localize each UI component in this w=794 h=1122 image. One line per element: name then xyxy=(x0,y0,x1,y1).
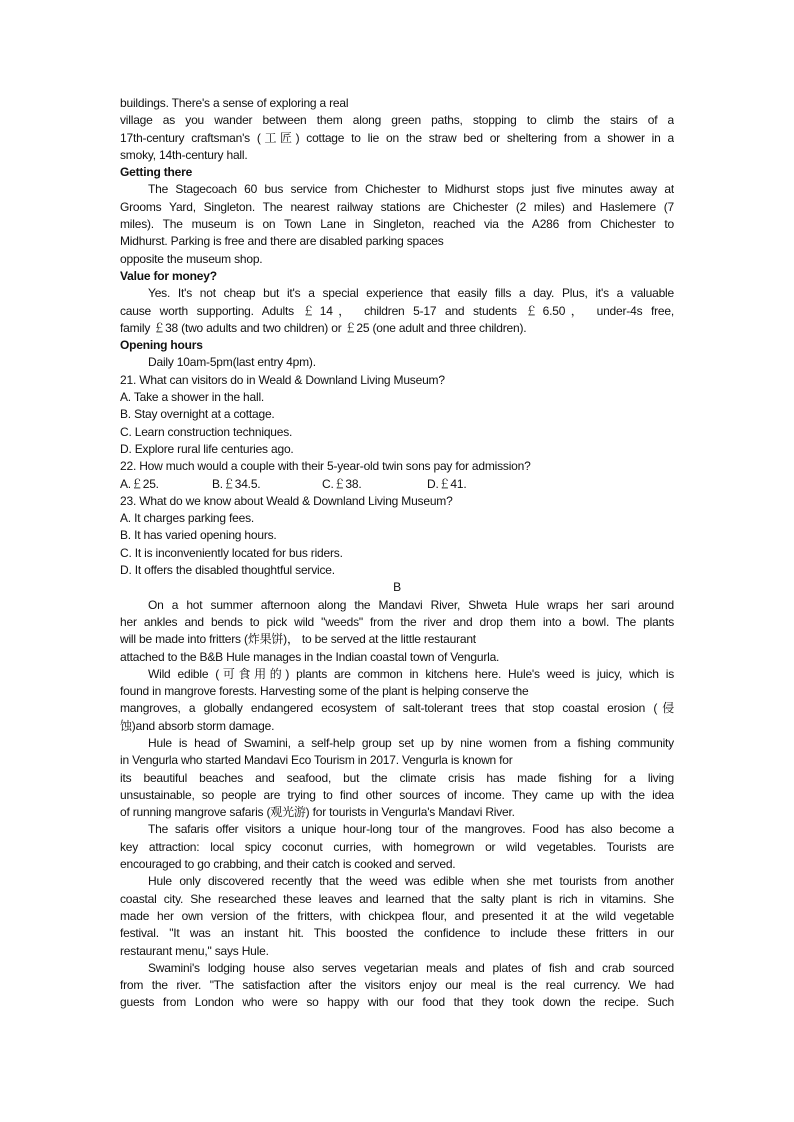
text-line: found in mangrove forests. Harvesting some of the plant is helping conserve the xyxy=(120,684,529,699)
text-line: restaurant menu," says Hule. xyxy=(120,943,269,958)
text-line: in Vengurla who started Mandavi Eco Tourism in 2017. Vengurla is known for xyxy=(120,753,513,768)
text-line: miles). The museum is on Town Lane in Singleton, reached via the A286 from Chichester to xyxy=(120,217,674,232)
question-22: 22. How much would a couple with their 5-year-old twin sons pay for admission? xyxy=(120,459,531,474)
option: C. It is inconveniently located for bus riders. xyxy=(120,545,343,560)
text-line: coastal city. She researched these leaves and learned that the salty plant is rich in vitamins. She xyxy=(120,891,674,906)
section-heading: Value for money? xyxy=(120,268,217,283)
text-line: festival. "It was an instant hit. This boosted the confidence to include these fritters in our xyxy=(120,926,674,941)
option: B. Stay overnight at a cottage. xyxy=(120,407,275,422)
option-d: D.￡41. xyxy=(427,476,467,491)
text-line: Swamini's lodging house also serves vegetarian meals and plates of fish and crab sourced xyxy=(148,960,674,975)
text-line: encouraged to go crabbing, and their catch is cooked and served. xyxy=(120,857,456,872)
section-heading: Opening hours xyxy=(120,338,203,353)
option: A. It charges parking fees. xyxy=(120,511,255,526)
text-line: opposite the museum shop. xyxy=(120,251,263,266)
text-line: The safaris offer visitors a unique hour-long tour of the mangroves. Food has also become a xyxy=(148,822,674,837)
text-line: attached to the B&B Hule manages in the Indian coastal town of Vengurla. xyxy=(120,649,500,664)
text-line: Grooms Yard, Singleton. The nearest railway stations are Chichester (2 miles) and Haslemere (7 xyxy=(120,199,674,214)
option-c: C.￡38. xyxy=(322,476,362,491)
text-line: Daily 10am-5pm(last entry 4pm). xyxy=(148,355,316,370)
text-line: Yes. It's not cheap but it's a special experience that easily fills a day. Plus, it's a valuable xyxy=(148,286,674,301)
text-line: family ￡38 (two adults and two children) or ￡25 (one adult and three children). xyxy=(120,320,527,335)
text-line: her ankles and bends to pick wild "weeds" from the river and drop them into a bowl. The plants xyxy=(120,614,674,629)
question-21: 21. What can visitors do in Weald & Downland Living Museum? xyxy=(120,372,445,387)
text-line: The Stagecoach 60 bus service from Chichester to Midhurst stops just five minutes away at xyxy=(148,182,674,197)
passage-label: B xyxy=(393,580,401,595)
option: C. Learn construction techniques. xyxy=(120,424,293,439)
text-line: mangroves, a globally endangered ecosystem of salt-tolerant trees that stop coastal erosion (侵 xyxy=(120,701,674,716)
text-line: made her own version of the fritters, with chickpea flour, and presented it at the wild vegetable xyxy=(120,908,674,923)
text-line: Wild edible (可食用的) plants are common in kitchens here. Hule's weed is juicy, which is xyxy=(148,666,674,681)
text-line: unsustainable, so people are trying to find other sources of income. They came up with the idea xyxy=(120,787,674,802)
text-line: will be made into fritters (炸果饼)， to be served at the little restaurant xyxy=(120,632,476,647)
question-22-options xyxy=(120,476,674,493)
text-line: guests from London who were so happy with our food that they took down the recipe. Such xyxy=(120,995,674,1010)
question-23: 23. What do we know about Weald & Downland Living Museum? xyxy=(120,493,453,508)
option-a: A.￡25. xyxy=(120,476,159,491)
text-line: 蚀)and absorb storm damage. xyxy=(120,718,275,733)
text-line: 17th-century craftsman's (工匠) cottage to lie on the straw bed or sheltering from a shower in a xyxy=(120,130,674,145)
text-line: its beautiful beaches and seafood, but the climate crisis has made fishing for a living xyxy=(120,770,674,785)
text-line: of running mangrove safaris (观光游) for tourists in Vengurla's Mandavi River. xyxy=(120,805,515,820)
text-line: cause worth supporting. Adults ￡14， children 5-17 and students ￡6.50， under-4s free, xyxy=(120,303,674,318)
document-page xyxy=(120,95,674,1012)
option-b: B.￡34.5. xyxy=(212,476,261,491)
text-line: smoky, 14th-century hall. xyxy=(120,147,248,162)
section-heading: Getting there xyxy=(120,165,193,180)
option: D. Explore rural life centuries ago. xyxy=(120,441,294,456)
text-line: On a hot summer afternoon along the Mandavi River, Shweta Hule wraps her sari around xyxy=(148,597,674,612)
text-line: Hule only discovered recently that the weed was edible when she met tourists from another xyxy=(148,874,674,889)
option: D. It offers the disabled thoughtful service. xyxy=(120,563,335,578)
text-line: key attraction: local spicy coconut curries, with homegrown or wild vegetables. Tourists are xyxy=(120,839,674,854)
text-line: from the river. "The satisfaction after the visitors enjoy our meal is the real currency. We had xyxy=(120,978,674,993)
text-line: Hule is head of Swamini, a self-help group set up by nine women from a fishing community xyxy=(148,735,674,750)
text-line: buildings. There's a sense of exploring a real xyxy=(120,96,349,110)
text-line: village as you wander between them along green paths, stopping to climb the stairs of a xyxy=(120,113,674,128)
text-line: Midhurst. Parking is free and there are disabled parking spaces xyxy=(120,234,444,249)
option: A. Take a shower in the hall. xyxy=(120,390,265,405)
option: B. It has varied opening hours. xyxy=(120,528,277,543)
